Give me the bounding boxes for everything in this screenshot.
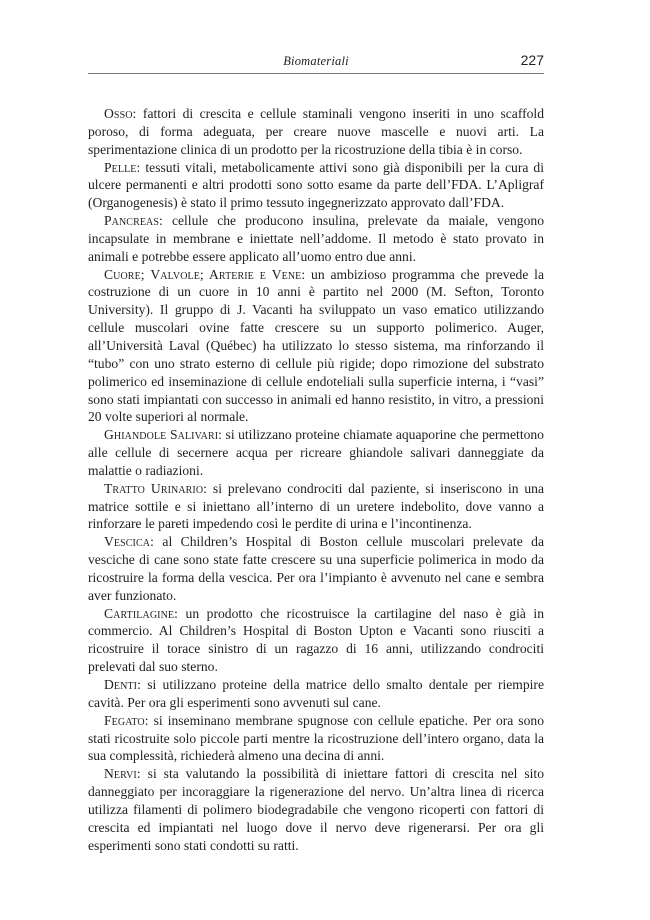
entry-text: al Children’s Hospital di Boston cellule muscolari prelevate da vesciche di cane sono state fatte crescere su una superficie polimerica in modo da ricostruire la forma della vescica. Per ora l’impianto è avvenuto nel cane e sembra aver funzionato. <box>88 534 544 603</box>
entry-text: tessuti vitali, metabolicamente attivi sono già disponibili per la cura di ulcere permanenti e altri prodotti sono sotto esame da parte dell’FDA. L’Apligraf (Organogenesis) è stato il primo tessuto ingegnerizzato approvato dall’FDA. <box>88 159 544 211</box>
entry-term: Cuore; Valvole; Arterie e Vene: <box>104 266 306 282</box>
entry-osso <box>88 105 544 159</box>
entry-text: si utilizzano proteine chiamate aquaporine che permettono alle cellule di secernere acqua per ricreare ghiandole salivari danneggiate da malattie o radiazioni. <box>88 427 544 478</box>
entry-term: Ghiandole Salivari: <box>104 427 223 443</box>
entry-text: un ambizioso programma che prevede la costruzione di un cuore in 10 anni è partito nel 2000 (M. Sefton, Toronto University). Il gruppo di J. Vacanti ha sviluppato un vaso ematico utilizzando cellule muscolari ovine fatte crescere su un supporto polimerico. Auger, all’Università Laval (Québec) ha utilizzato lo stesso sistema, ma rinforzando il “tubo” con uno strato esterno di cellule più rigide; dopo rimozione del substrato polimerico ed inseminazione di cellule endoteliali sulla superficie interna, i “vasi” sono stati impiantati con successo in animali ed hanno resistito, in vitro, a pressioni 20 volte superiori al normale. <box>88 266 544 425</box>
page-number: 227 <box>520 52 544 68</box>
entry-term: Nervi: <box>104 766 141 782</box>
entry-cuore <box>88 266 544 427</box>
entry-nervi <box>88 765 544 854</box>
entry-text: cellule che producono insulina, prelevate da maiale, vengono incapsulate in membrane e iniettate nell’addome. Il metodo è stato provato in animali e potrebbe essere applicato all’uomo entro due anni. <box>88 213 544 264</box>
entry-term: Tratto Urinario: <box>104 480 208 496</box>
entry-text: un prodotto che ricostruisce la cartilagine del naso è già in commercio. Al Children’s Hospital di Boston Upton e Vacanti sono riusciti a ricostruire il torace sinistro di un ragazzo di 16 anni, utilizzando condrociti prelevati dal suo sterno. <box>88 605 544 675</box>
entry-term: Denti: <box>104 677 141 692</box>
entry-denti <box>88 676 544 712</box>
entry-text: si sta valutando la possibilità di iniettare fattori di crescita nel sito danneggiato per incoraggiare la rigenerazione del nervo. Un’altra linea di ricerca utilizza filamenti di polimero biodegradabile che vengono ricoperti con fattori di crescita ed impiantati nel luogo dove il nervo deve rigenerarsi. Per ora gli esperimenti sono stati condotti su ratti. <box>88 766 544 853</box>
entry-text: si prelevano condrociti dal paziente, si inseriscono in una matrice sottile e si iniettano all’interno di un uretere indebolito, dove vanno a rinforzare le pareti impedendo così le perdite di urina e l’incontinenza. <box>88 480 544 532</box>
entry-fegato <box>88 712 544 766</box>
entry-text: si utilizzano proteine della matrice dello smalto dentale per riempire cavità. Per ora gli esperimenti sono avvenuti sul cane. <box>88 677 544 710</box>
entry-cartilagine <box>88 605 544 676</box>
header-rule <box>88 73 544 74</box>
entry-term: Osso: <box>104 106 137 121</box>
entry-pancreas <box>88 212 544 266</box>
page-header <box>88 52 544 74</box>
entry-term: Pancreas: <box>104 213 163 229</box>
entry-term: Cartilagine: <box>104 605 178 621</box>
entry-term: Pelle: <box>104 159 141 175</box>
entry-text: si inseminano membrane spugnose con cellule epatiche. Per ora sono stati ricostruite solo piccole parti mentre la ricostruzione dell’intero organo, data la sua complessità, richiederà almeno una decina di anni. <box>88 712 544 764</box>
running-title: Biomateriali <box>283 54 349 68</box>
entry-term: Fegato: <box>104 712 149 728</box>
body-text <box>88 105 544 854</box>
entry-vescica <box>88 533 544 604</box>
entry-term: Vescica: <box>104 534 154 550</box>
entry-pelle <box>88 159 544 213</box>
entry-ghiandole-salivari <box>88 426 544 480</box>
entry-tratto-urinario <box>88 480 544 534</box>
entry-text: fattori di crescita e cellule staminali vengono inseriti in uno scaffold poroso, di forma adeguata, per creare nuove mascelle e nuovi arti. La sperimentazione clinica di un prodotto per la ricostruzione della tibia è in corso. <box>88 106 544 157</box>
